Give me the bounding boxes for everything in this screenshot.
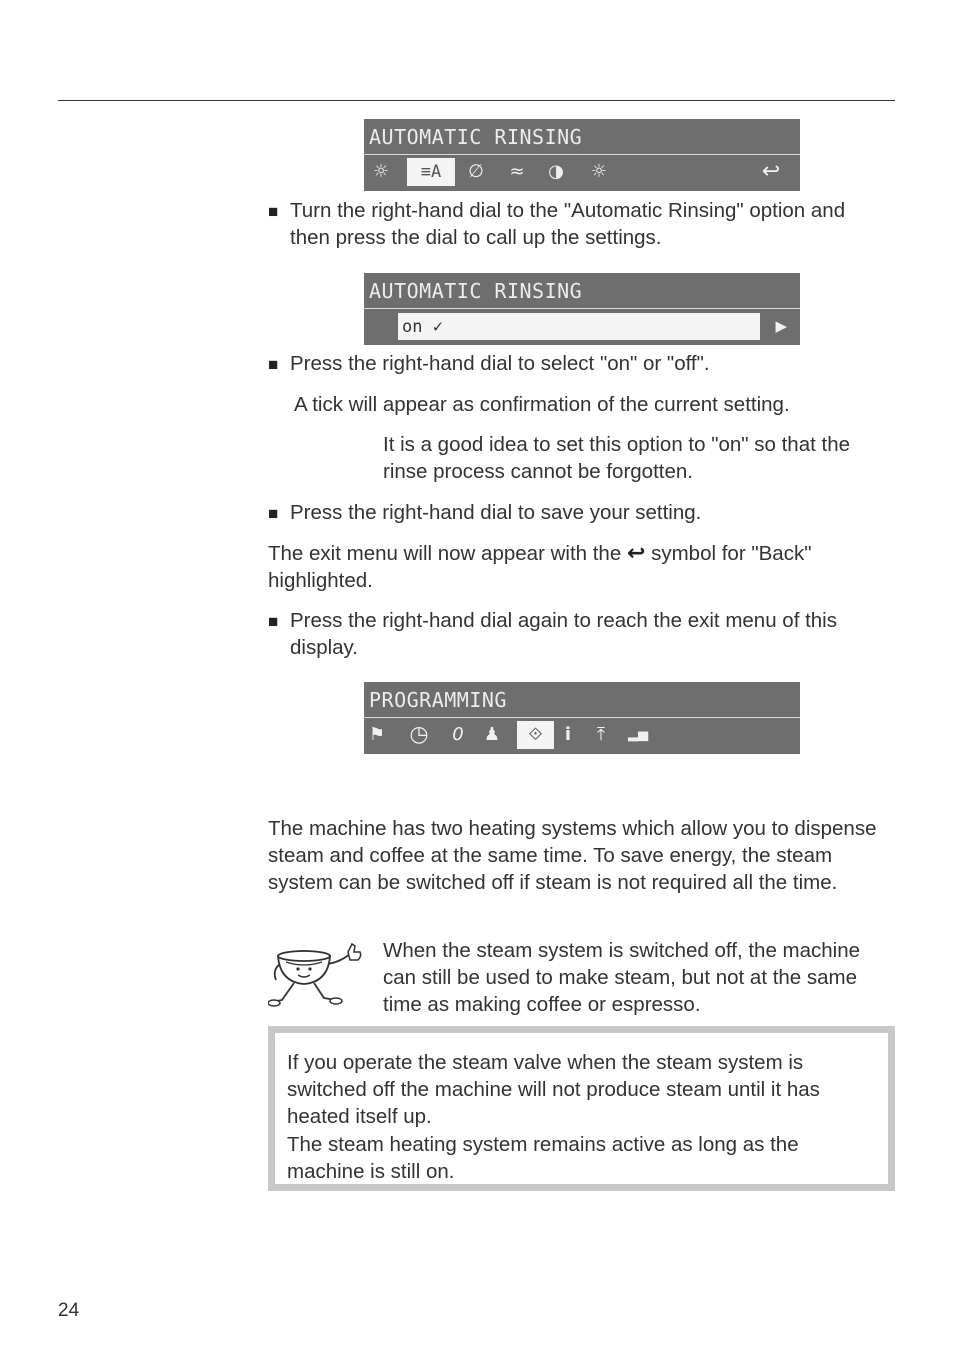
- clock-icon: ◷: [409, 722, 429, 747]
- step-select-automatic-rinsing: Turn the right-hand dial to the "Automatic Rinsing" option and then press the dial to call up the settings.: [290, 199, 846, 249]
- step-exit-menu: Press the right-hand dial again to reach the exit menu of this display.: [290, 609, 837, 659]
- heating-icon: ⟐: [517, 721, 554, 749]
- exit-text-last: highlighted.: [268, 569, 373, 592]
- exit-text-before: The exit menu will now appear with the: [268, 542, 622, 565]
- play-arrow-icon: ▶: [775, 318, 787, 335]
- display-programming-menu: [364, 682, 800, 754]
- exit-text-after: symbol for "Back": [651, 542, 812, 565]
- note-line-1: If you operate the steam valve when the steam system is switched off the machine will not produce steam until it has heated itself up.: [287, 1051, 820, 1129]
- setting-value: on ✓: [398, 313, 760, 340]
- factory-icon: ▂▅: [628, 727, 648, 742]
- water-hardness-icon: ≈: [509, 161, 525, 182]
- top-rule: [58, 100, 895, 101]
- contrast-icon: ◑: [548, 161, 564, 182]
- bullet-icon: ■: [268, 612, 279, 631]
- step-save-setting: Press the right-hand dial to save your setting.: [290, 501, 702, 524]
- no-symbol-icon: ∅: [468, 161, 484, 182]
- back-icon: ↩: [761, 159, 781, 184]
- person-icon: ♟: [483, 724, 501, 745]
- flag-icon: ⚑: [368, 724, 386, 745]
- tip-steam-system-off: When the steam system is switched off, the machine can still be used to make steam, but not at the same time as making coffee or espresso.: [383, 939, 861, 1016]
- info-icon: i: [564, 724, 572, 745]
- display-automatic-rinsing-menu: [364, 119, 800, 191]
- sun-icon: ☼: [372, 161, 390, 182]
- back-icon: ↩: [626, 540, 646, 565]
- warning-note-text: [287, 1049, 877, 1185]
- page-number: 24: [58, 1300, 80, 1321]
- exit-menu-text: [268, 539, 895, 594]
- display-title: AUTOMATIC RINSING: [364, 273, 800, 309]
- coffee-cup-mascot-icon: [268, 942, 368, 1010]
- bean-icon: 0: [452, 724, 464, 745]
- intro-paragraph: The machine has two heating systems which allow you to dispense steam and coffee at the same time. To save energy, the steam system can be switched off if steam is not required all the time.: [268, 817, 877, 894]
- tool-icon: ⤒: [597, 724, 605, 745]
- bullet-icon: ■: [268, 202, 279, 221]
- display-title: PROGRAMMING: [364, 682, 800, 718]
- automatic-rinsing-icon: ≡A: [407, 158, 455, 186]
- brightness-icon: ☼: [590, 161, 608, 182]
- step-select-on-off: Press the right-hand dial to select "on" or "off".: [290, 352, 710, 375]
- tip-set-on: It is a good idea to set this option to "on" so that the rinse process cannot be forgotten.: [383, 433, 850, 483]
- warning-note-box: [268, 1026, 895, 1191]
- bullet-icon: ■: [268, 355, 279, 374]
- note-line-2: The steam heating system remains active as long as the machine is still on.: [287, 1132, 799, 1183]
- bullet-icon: ■: [268, 504, 279, 523]
- tick-confirmation-text: A tick will appear as confirmation of the current setting.: [294, 393, 790, 416]
- display-title: AUTOMATIC RINSING: [364, 119, 800, 155]
- display-automatic-rinsing-setting: [364, 273, 800, 345]
